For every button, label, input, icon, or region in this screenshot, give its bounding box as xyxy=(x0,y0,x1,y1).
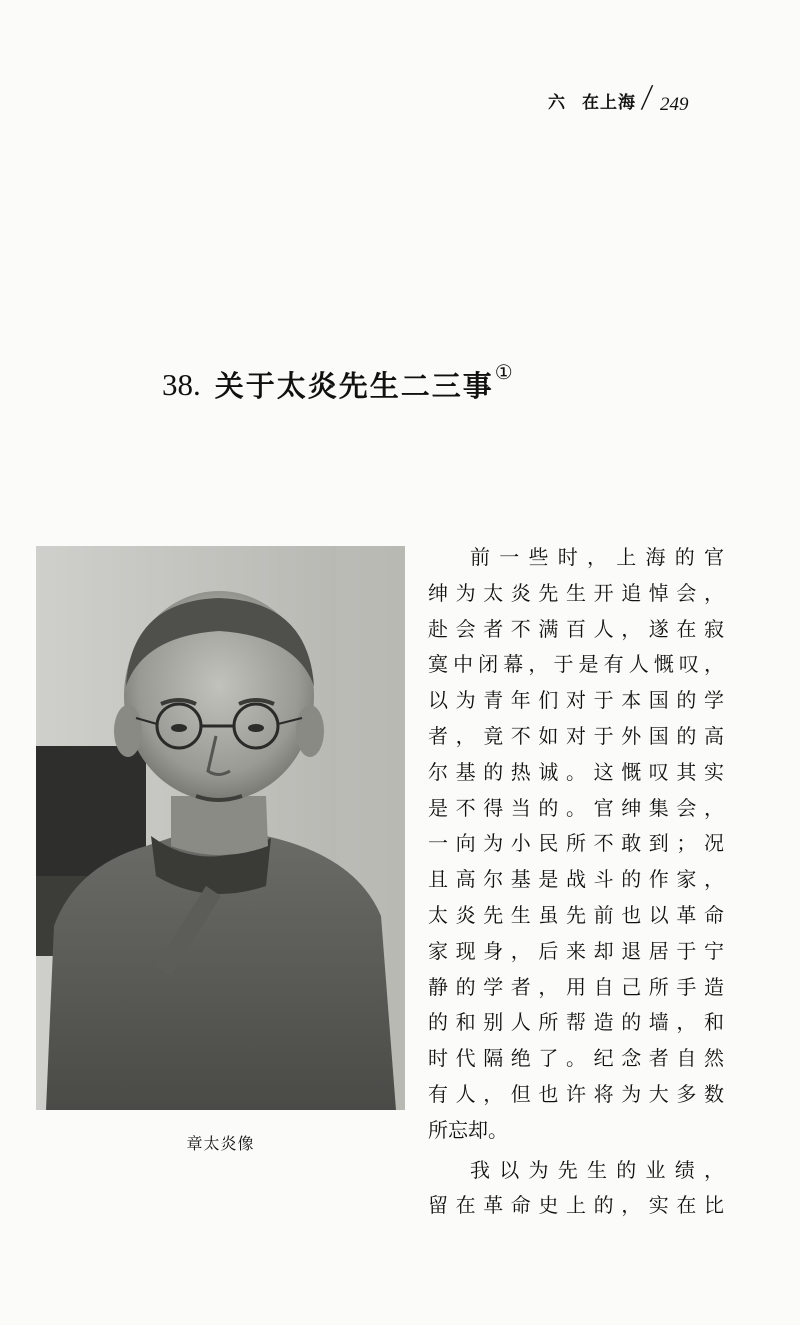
page-number: 249 xyxy=(660,94,689,115)
text-line: 以为青年们对于本国的学 xyxy=(428,688,724,713)
text-line: 太炎先生虽先前也以革命 xyxy=(428,902,724,927)
text-line: 留在革命史上的，实在比 xyxy=(428,1193,724,1218)
article-number: 38. xyxy=(162,366,201,402)
text-line: 寞中闭幕，于是有人慨叹， xyxy=(428,652,724,677)
footnote-marker: ① xyxy=(494,360,513,384)
text-line: 是不得当的。官绅集会， xyxy=(428,795,724,820)
text-line: 家现身，后来却退居于宁 xyxy=(428,938,724,963)
text-line: 的和别人所帮造的墙，和 xyxy=(428,1010,724,1035)
text-line: 且高尔基是战斗的作家， xyxy=(428,867,724,892)
header-divider: / xyxy=(639,80,655,115)
portrait-illustration xyxy=(36,546,405,1110)
chapter-title: 在上海 xyxy=(582,93,636,113)
chapter-number: 六 xyxy=(548,93,566,113)
article-title-text: 关于太炎先生二三事 xyxy=(214,369,494,403)
text-line: 绅为太炎先生开追悼会， xyxy=(428,580,724,605)
text-line: 前一些时，上海的官 xyxy=(470,545,724,569)
running-header xyxy=(548,80,748,122)
portrait-photo xyxy=(36,546,405,1110)
text-line: 所忘却。 xyxy=(428,1117,508,1142)
body-text xyxy=(428,540,724,1224)
text-line: 时代隔绝了。纪念者自然 xyxy=(428,1046,724,1071)
running-header-section xyxy=(548,88,636,113)
article-title xyxy=(162,360,513,405)
text-line: 者，竟不如对于外国的高 xyxy=(428,723,724,748)
text-line: 有人，但也许将为大多数 xyxy=(428,1081,724,1106)
text-line: 赴会者不满百人，遂在寂 xyxy=(428,616,724,641)
text-line: 我以为先生的业绩， xyxy=(470,1157,724,1182)
text-line: 静的学者，用自己所手造 xyxy=(428,974,724,999)
photo-caption: 章太炎像 xyxy=(186,1134,255,1153)
text-line: 一向为小民所不敢到；况 xyxy=(428,831,724,856)
text-line: 尔基的热诚。这慨叹其实 xyxy=(428,759,724,784)
